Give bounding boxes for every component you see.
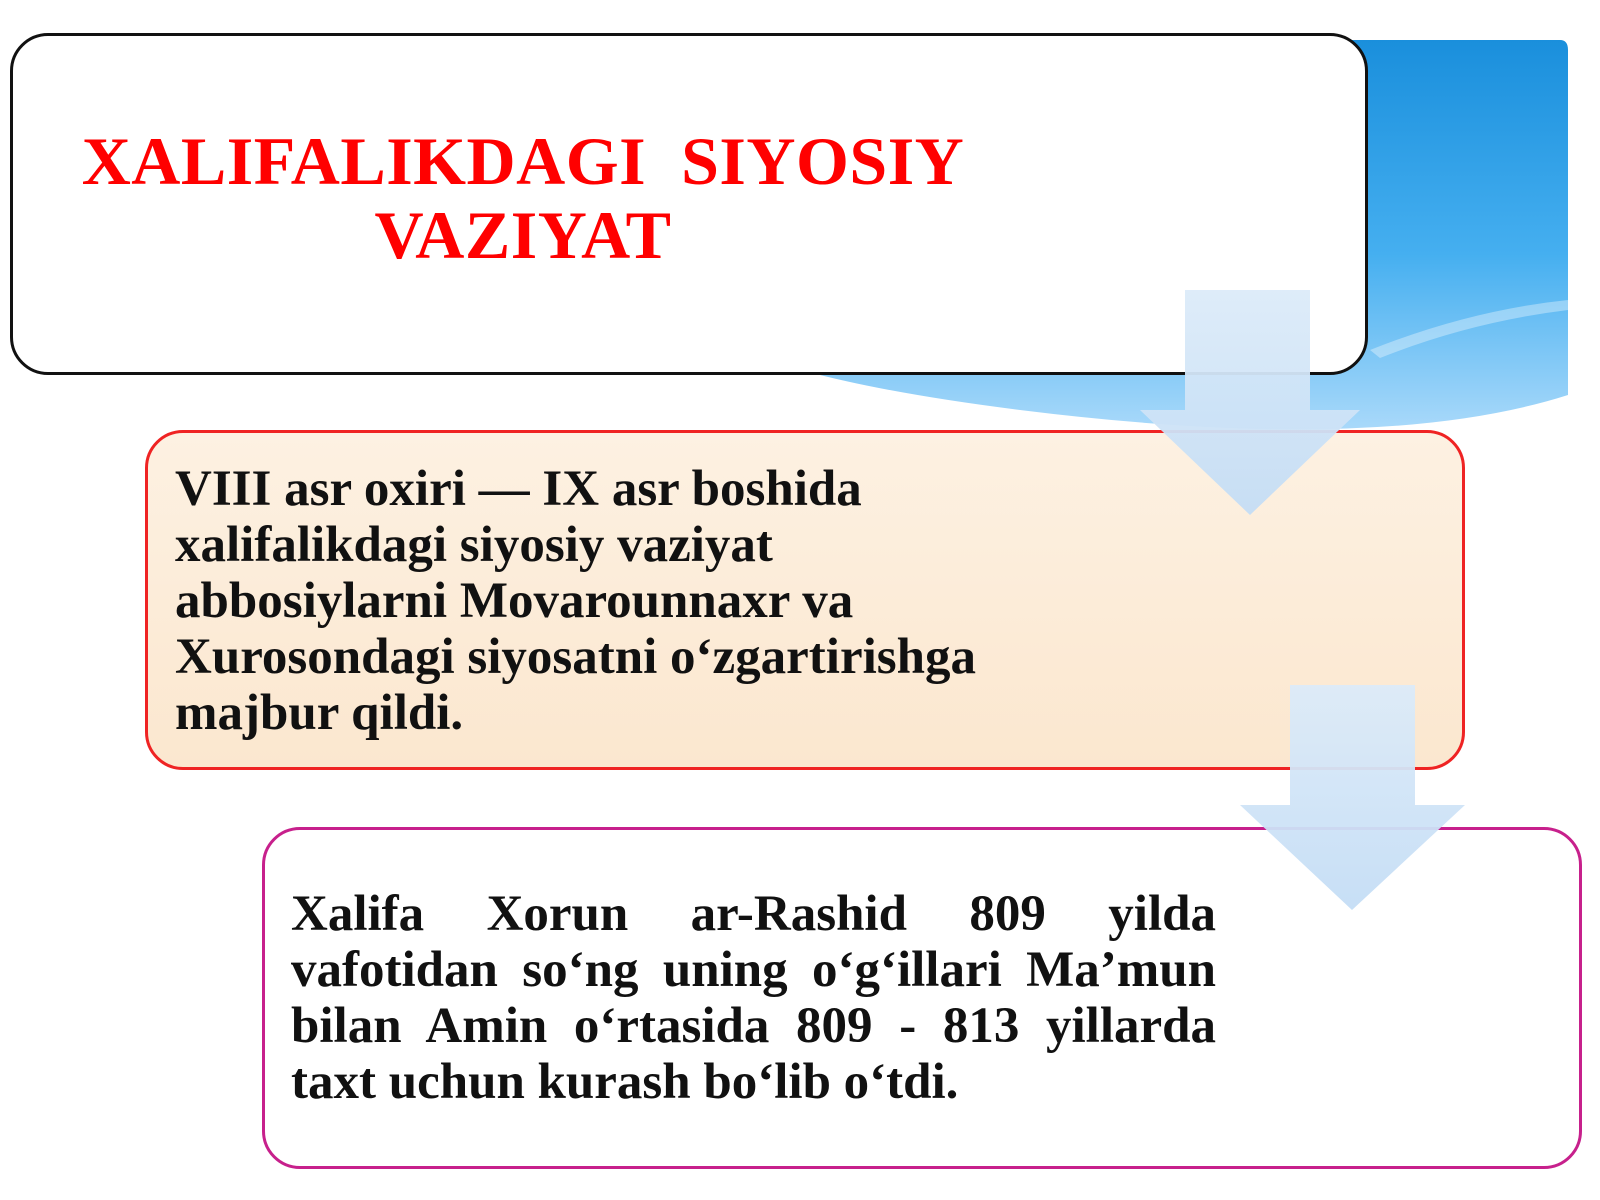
title-line-1: XALIFALIKDAGI SIYOSIY bbox=[81, 123, 965, 199]
step-2-box bbox=[262, 827, 1582, 1169]
step-2-text: Xalifa Xorun ar-Rashid 809 yilda vafotidan so‘ng uning o‘g‘illari Ma’mun bilan Amin o‘rtasida 809 - 813 yillarda taxt uchun kurash bo‘lib o‘tdi. bbox=[291, 886, 1216, 1110]
step-1-box bbox=[145, 430, 1465, 770]
title-line-2: VAZIYAT bbox=[374, 197, 672, 273]
page-title bbox=[23, 124, 1023, 272]
step-1-text: VIII asr oxiri — IX asr boshida xalifalikdagi siyosiy vaziyat abbosiylarni Movarounnaxr va Xurosondagi siyosatni o‘zgartirishga majbur qildi. bbox=[175, 461, 976, 741]
title-box bbox=[10, 33, 1368, 375]
